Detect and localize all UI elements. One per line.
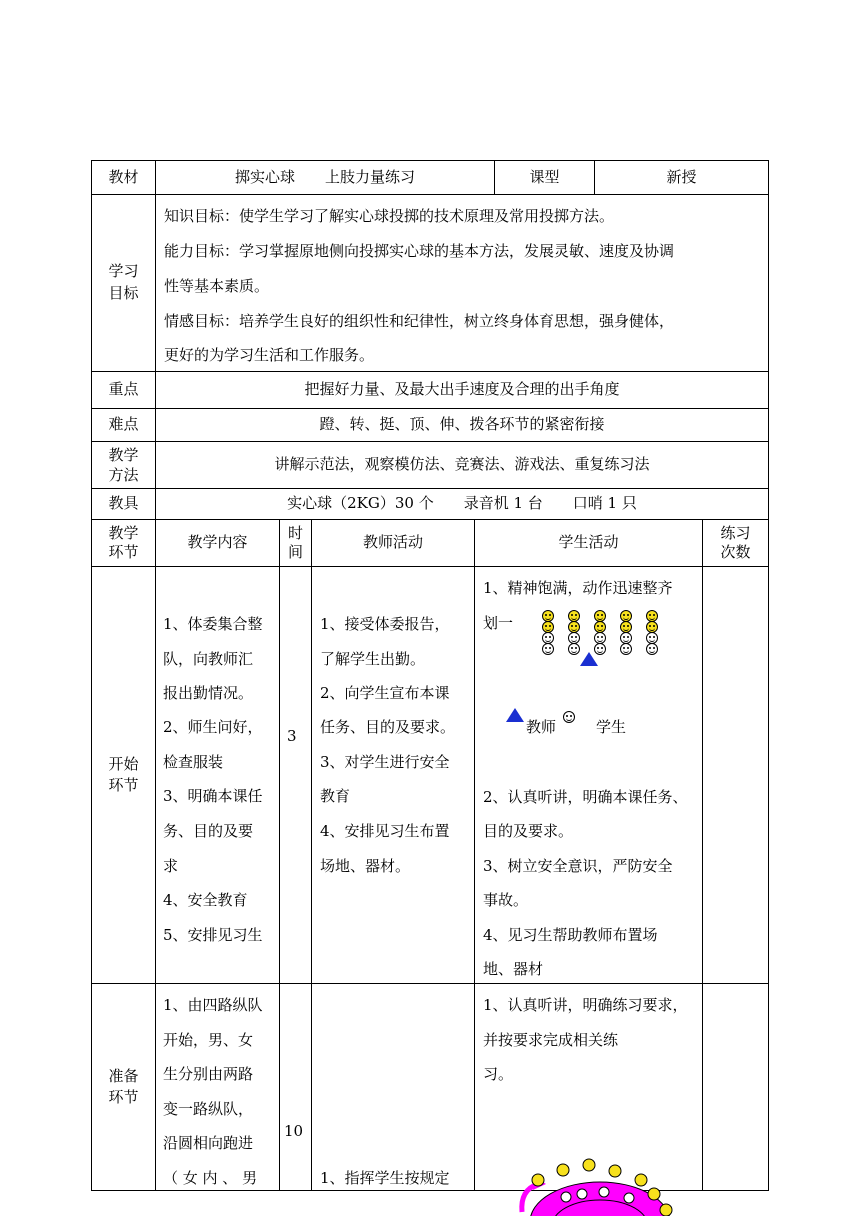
content-line: 2、师生问好， [163,718,263,736]
teacher-triangle-icon [580,652,598,666]
table-border [155,160,156,1191]
col-header-teacher: 教师活动 [362,533,423,552]
method-label: 教学 方法 [108,445,139,484]
student-smiley-icon [599,1187,609,1197]
student-smiley-icon [561,1192,571,1202]
table-border [91,194,769,195]
teacher-line: 教育 [320,787,351,805]
student-line: 1、认真听讲，明确练习要求， [483,996,688,1014]
student-line: 目的及要求。 [483,822,574,840]
table-border [91,983,769,984]
student-smiley-icon [583,1159,595,1171]
method-value: 讲解示范法，观察模仿法、竞赛法、游戏法、重复练习法 [274,455,650,474]
col-header-student: 学生活动 [558,533,619,552]
student-smiley-icon [532,1174,544,1186]
student-smiley-icon [609,1165,621,1177]
student-smiley-icon [660,1204,672,1216]
student-line: 地、器材 [483,960,544,978]
content-line: 1、体委集合整 [163,615,263,633]
content-line: 检查服装 [163,753,224,771]
difficulty-label: 难点 [108,415,139,434]
content-line: 1、由四路纵队 [163,996,263,1014]
content-line: 报出勤情况。 [163,684,254,702]
equipment-label: 教具 [108,494,139,513]
student-smiley-icon [646,643,658,655]
stage-start-label: 开始 环节 [108,755,139,794]
objective-line: 性等基本素质。 [164,277,270,295]
content-line: 沿圆相向跑进 [163,1134,254,1152]
material-value: 掷实心球 上肢力量练习 [234,167,415,186]
student-line: 2、认真听讲，明确本课任务、 [483,788,688,806]
objective-line: 知识目标：使学生学习了解实心球投掷的技术原理及常用投掷方法。 [164,207,615,225]
material-label: 教材 [108,167,139,186]
student-line: 习。 [483,1065,514,1083]
student-smiley-icon [542,643,554,655]
col-header-stage: 教学 环节 [108,523,139,561]
student-line: 1、精神饱满，动作迅速整齐 [483,579,673,597]
objective-line: 更好的为学习生活和工作服务。 [164,346,375,364]
content-line: （ 女 内 、 男 [163,1169,258,1187]
content-line: 5、安排见习生 [163,926,263,944]
student-line: 事故。 [483,891,529,909]
table-border [768,160,769,1191]
equipment-value: 实心球（2KG）30 个 录音机 1 台 口哨 1 只 [287,494,637,513]
content-line: 求 [163,857,179,875]
student-smiley-icon [557,1164,569,1176]
col-header-reps: 练习 次数 [720,523,751,561]
teacher-triangle-icon [506,708,524,722]
legend-teacher: 教师 [526,718,557,736]
content-line: 务、目的及要 [163,822,254,840]
content-line: 队，向教师汇 [163,650,254,668]
formation-diagram [540,608,670,668]
lesson-type-value: 新授 [666,167,697,186]
student-line: 3、树立安全意识，严防安全 [483,857,673,875]
content-line: 变一路纵队， [163,1100,254,1118]
time-warmup: 10 [284,1122,304,1140]
student-smiley-icon [577,1189,587,1199]
student-line: 并按要求完成相关练 [483,1031,619,1049]
student-line: 划一 [483,614,514,632]
content-line: 3、明确本课任 [163,787,263,805]
teacher-line: 3、对学生进行安全 [320,753,450,771]
table-border [279,519,280,1191]
objective-line: 情感目标：培养学生良好的组织性和纪律性，树立终身体育思想，强身健体， [164,312,675,330]
teacher-line: 1、接受体委报告， [320,615,450,633]
stage-warmup-label: 准备 环节 [108,1067,139,1106]
time-start: 3 [287,727,297,745]
key-point-value: 把握好力量、及最大出手速度及合理的出手角度 [304,380,620,399]
circle-formation-diagram [500,1150,690,1216]
content-line: 生分别由两路 [163,1065,254,1083]
content-line: 开始，男、女 [163,1031,254,1049]
table-border [702,519,703,1191]
student-smiley-icon [624,1193,634,1203]
running-circle-shape [530,1182,670,1216]
legend-student: 学生 [596,718,627,736]
content-line: 4、安全教育 [163,891,248,909]
teacher-line: 了解学生出勤。 [320,650,426,668]
teacher-line: 任务、目的及要求。 [320,718,456,736]
col-header-content: 教学内容 [187,533,248,552]
student-smiley-icon [648,1188,660,1200]
difficulty-value: 蹬、转、挺、顶、伸、拨各环节的紧密衔接 [319,415,605,434]
table-border [311,519,312,1191]
student-smiley-icon [620,643,632,655]
teacher-line: 场地、器材。 [320,857,411,875]
teacher-line: 1、指挥学生按规定 [320,1169,450,1187]
student-smiley-icon [563,711,575,723]
lesson-type-label: 课型 [529,167,560,186]
key-point-label: 重点 [108,380,139,399]
student-line: 4、见习生帮助教师布置场 [483,926,658,944]
teacher-line: 2、向学生宣布本课 [320,684,450,702]
table-border [474,519,475,1191]
objectives-label: 学习 目标 [108,262,139,302]
objective-line: 能力目标：学习掌握原地侧向投掷实心球的基本方法，发展灵敏、速度及协调 [164,242,675,260]
student-smiley-icon [568,643,580,655]
col-header-time: 时 间 [287,523,303,561]
student-smiley-icon [635,1174,647,1186]
teacher-line: 4、安排见习生布置 [320,822,450,840]
table-border [91,566,769,567]
